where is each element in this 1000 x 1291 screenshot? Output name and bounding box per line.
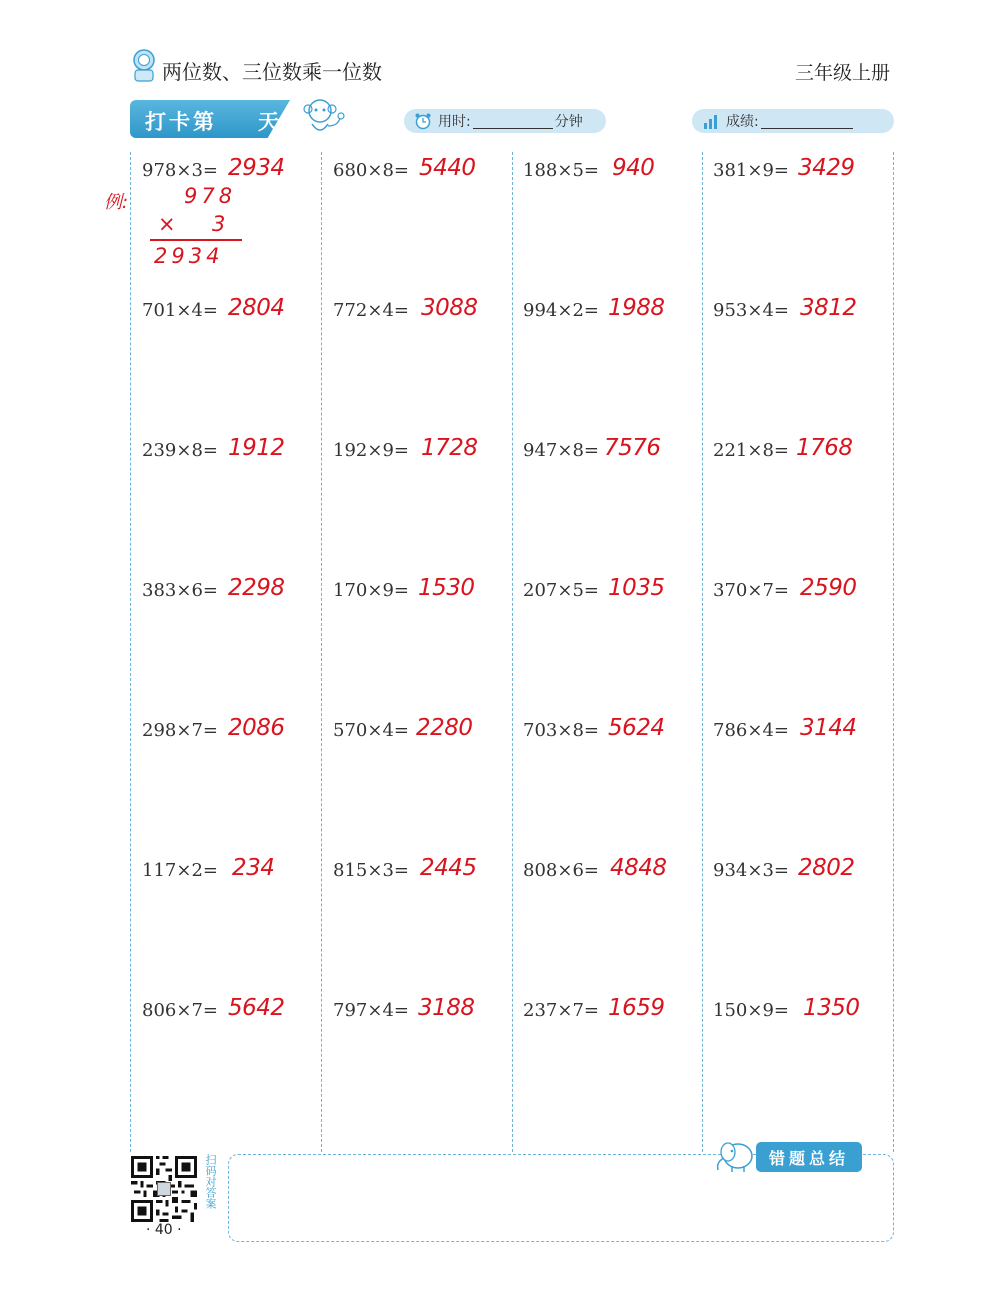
answer: 1912 <box>228 435 285 461</box>
score-blank[interactable] <box>761 114 853 129</box>
problem: 680×8= <box>333 160 409 181</box>
problem: 117×2= <box>142 860 218 881</box>
lion-logo-icon <box>130 48 158 82</box>
problem: 797×4= <box>333 1000 409 1021</box>
time-label: 用时: <box>438 114 471 130</box>
answer: 2590 <box>800 575 857 601</box>
problem: 170×9= <box>333 580 409 601</box>
problem: 383×6= <box>142 580 218 601</box>
example-operator: × <box>158 212 180 236</box>
problem: 703×8= <box>523 720 599 741</box>
qr-caption: 扫码对答案 <box>204 1154 217 1209</box>
monkey-mascot-icon <box>298 96 346 138</box>
example-multiplicand: 978 <box>184 184 237 208</box>
answer: 7576 <box>604 435 661 461</box>
problem: 239×8= <box>142 440 218 461</box>
score-label: 成绩: <box>726 114 759 130</box>
time-blank[interactable] <box>473 114 553 129</box>
problem: 808×6= <box>523 860 599 881</box>
answer: 2086 <box>228 715 285 741</box>
problem: 370×7= <box>713 580 789 601</box>
example-label: 例: <box>104 192 129 213</box>
answer: 1768 <box>796 435 853 461</box>
answer: 5642 <box>228 995 285 1021</box>
problem: 815×3= <box>333 860 409 881</box>
example-result: 2934 <box>154 244 224 268</box>
column-divider <box>512 152 513 1152</box>
answer: 2934 <box>228 155 285 181</box>
problem: 786×4= <box>713 720 789 741</box>
answer: 3188 <box>418 995 475 1021</box>
elephant-mascot-icon <box>712 1138 758 1174</box>
mistake-summary-label: 错题总结 <box>756 1142 862 1172</box>
problem: 994×2= <box>523 300 599 321</box>
problem: 978×3= <box>142 160 218 181</box>
answer: 940 <box>612 155 655 181</box>
answer: 3812 <box>800 295 857 321</box>
answer: 3088 <box>421 295 478 321</box>
problem: 192×9= <box>333 440 409 461</box>
answer: 4848 <box>610 855 667 881</box>
qr-code-icon[interactable] <box>130 1156 198 1222</box>
answer: 1350 <box>803 995 860 1021</box>
column-divider <box>702 152 703 1152</box>
answer: 1988 <box>608 295 665 321</box>
bar-chart-icon <box>702 112 720 130</box>
answer: 2804 <box>228 295 285 321</box>
checkin-day-suffix: 天 <box>258 110 279 134</box>
problem: 947×8= <box>523 440 599 461</box>
column-divider <box>321 152 322 1152</box>
problem: 237×7= <box>523 1000 599 1021</box>
page-title: 两位数、三位数乘一位数 <box>162 60 382 84</box>
answer: 5440 <box>419 155 476 181</box>
column-divider <box>130 152 131 1152</box>
answer: 3144 <box>800 715 857 741</box>
answer: 2802 <box>798 855 855 881</box>
problem: 806×7= <box>142 1000 218 1021</box>
column-divider <box>893 152 894 1152</box>
answer: 1728 <box>421 435 478 461</box>
answer: 1659 <box>608 995 665 1021</box>
example-rule <box>150 239 242 241</box>
example-multiplier: 3 <box>212 212 230 236</box>
problem: 701×4= <box>142 300 218 321</box>
score-field[interactable] <box>692 109 894 133</box>
problem: 221×8= <box>713 440 789 461</box>
problem: 570×4= <box>333 720 409 741</box>
answer: 2280 <box>416 715 473 741</box>
answer: 1035 <box>608 575 665 601</box>
alarm-clock-icon <box>414 112 432 130</box>
problem: 772×4= <box>333 300 409 321</box>
answer: 3429 <box>798 155 855 181</box>
time-used-field[interactable] <box>404 109 606 133</box>
answer: 5624 <box>608 715 665 741</box>
grade-label: 三年级上册 <box>794 62 890 84</box>
checkin-label: 打卡第 <box>145 110 217 134</box>
problem: 953×4= <box>713 300 789 321</box>
problem: 934×3= <box>713 860 789 881</box>
problem: 298×7= <box>142 720 218 741</box>
problem: 207×5= <box>523 580 599 601</box>
answer: 1530 <box>418 575 475 601</box>
problem: 381×9= <box>713 160 789 181</box>
problem: 188×5= <box>523 160 599 181</box>
problem: 150×9= <box>713 1000 789 1021</box>
answer: 2298 <box>228 575 285 601</box>
answer: 234 <box>232 855 275 881</box>
time-unit: 分钟 <box>554 114 583 130</box>
page-number: · 40 · <box>146 1222 182 1238</box>
answer: 2445 <box>420 855 477 881</box>
